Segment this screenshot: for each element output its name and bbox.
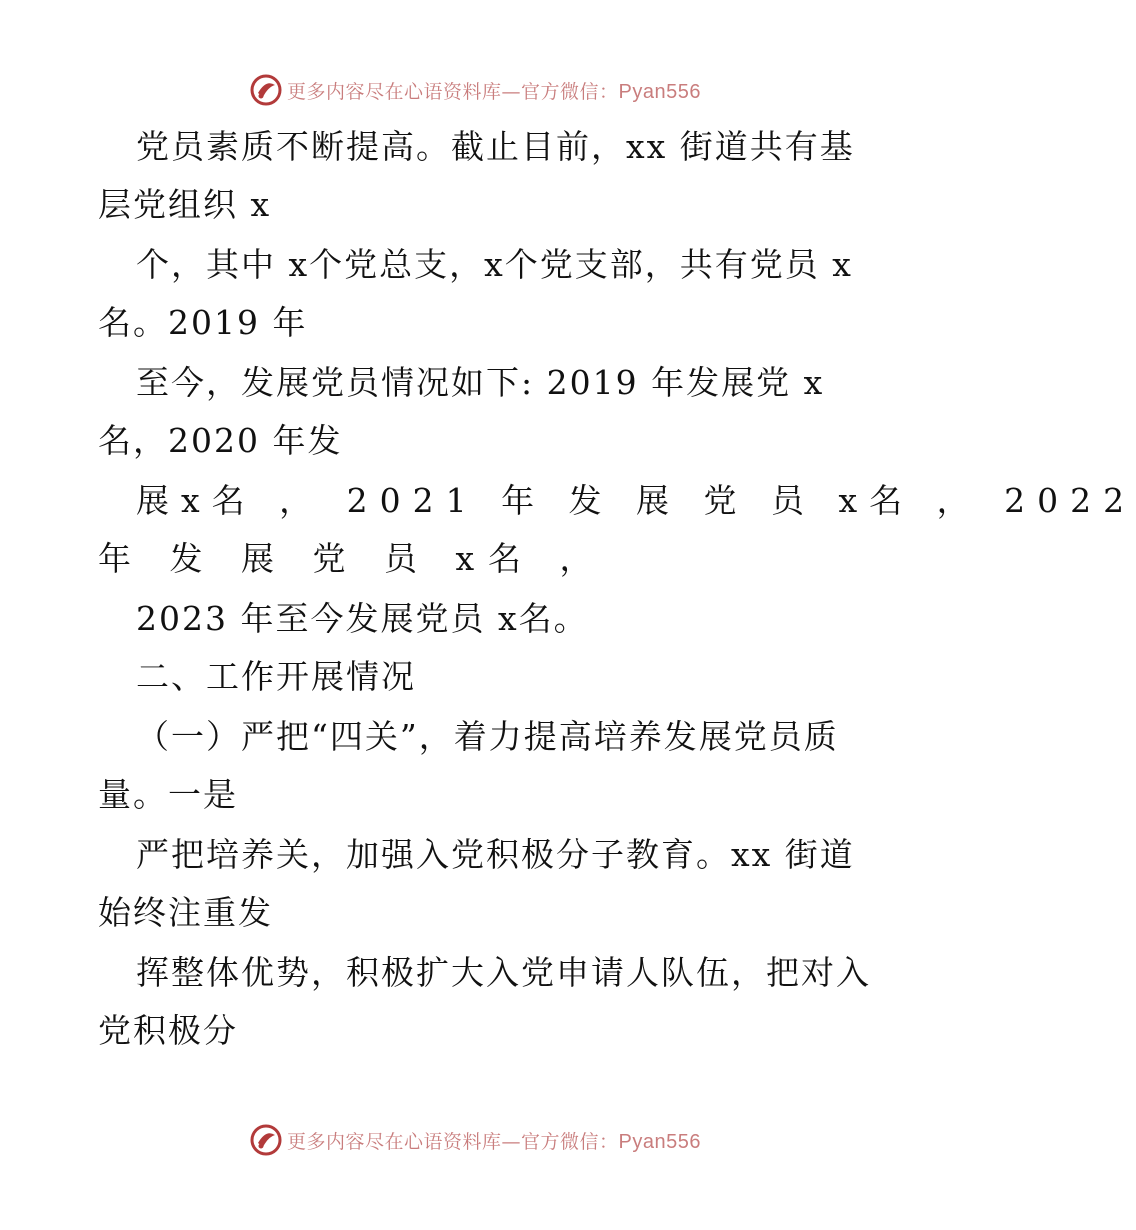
paragraph-line: 始终注重发 — [98, 893, 273, 932]
paragraph-line: 名。2019 年 — [98, 303, 308, 342]
paragraph-line: 量。一是 — [98, 775, 238, 814]
paragraph-line: 挥整体优势，积极扩大入党申请人队伍，把对入 — [136, 953, 871, 992]
paragraph-line: （一）严把“四关”，着力提高培养发展党员质 — [136, 717, 839, 756]
paragraph-line: 展x名 ， 2021 年 发 展 党 员 x名 ， 2022 — [136, 481, 1136, 520]
paragraph-line: 名，2020 年发 — [98, 421, 343, 460]
paragraph-line: 党积极分 — [98, 1011, 238, 1050]
watermark-footer — [0, 1120, 950, 1160]
paragraph-line: 党员素质不断提高。截止目前，xx 街道共有基 — [136, 127, 855, 166]
paragraph-line: 年 发 展 党 员 x名 ， — [98, 539, 607, 578]
paragraph-line: 至今，发展党员情况如下: 2019 年发展党 x — [136, 363, 825, 402]
watermark-text: 更多内容尽在心语资料库—官方微信：Pyan556 — [287, 1130, 701, 1153]
paragraph-line: 层党组织 x — [98, 185, 272, 224]
paragraph-line: 2023 年至今发展党员 x名。 — [136, 599, 589, 638]
logo-icon — [249, 73, 283, 107]
section-heading: 二、工作开展情况 — [136, 657, 416, 696]
paragraph-line: 个，其中 x个党总支，x个党支部，共有党员 x — [136, 245, 853, 284]
logo-icon — [249, 1123, 283, 1157]
watermark-header — [0, 70, 950, 110]
paragraph-line: 严把培养关，加强入党积极分子教育。xx 街道 — [136, 835, 855, 874]
watermark-text: 更多内容尽在心语资料库—官方微信：Pyan556 — [287, 80, 701, 103]
